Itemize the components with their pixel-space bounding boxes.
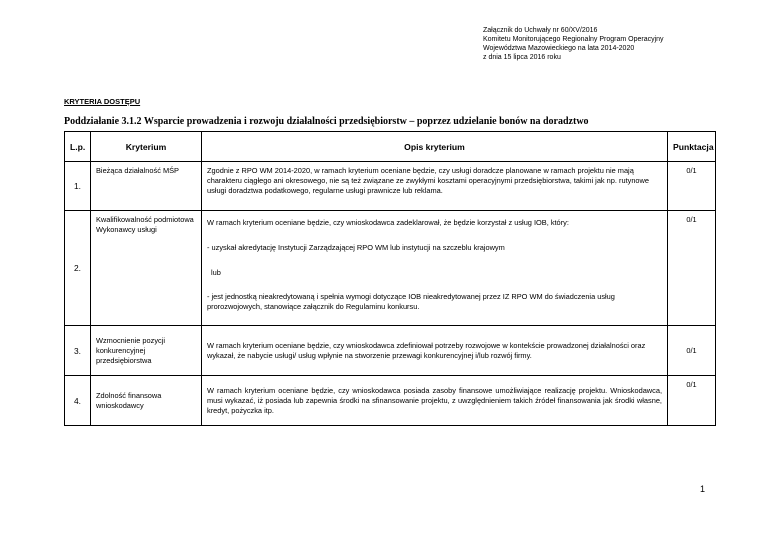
criterion-score: 0/1	[668, 376, 716, 426]
description-paragraph: - jest jednostką nieakredytowaną i spełnia wymogi dotyczące IOB nieakredytowanej przez IZ RPO WM do świadczenia usług prorozwojowych, stanowiące załącznik do Regulaminu konkursu.	[207, 292, 615, 311]
table-row	[65, 326, 716, 376]
header-description: Opis kryterium	[202, 132, 668, 162]
table-row	[65, 211, 716, 326]
table-row	[65, 376, 716, 426]
row-number: 4.	[65, 376, 91, 426]
resolution-note-line: Załącznik do Uchwały nr 60/XV/2016	[483, 27, 598, 34]
criterion-description: W ramach kryterium oceniane będzie, czy wnioskodawca posiada zasoby finansowe umożliwiające realizację projektu. Wnioskodawca, musi wykazać, iż posiada lub zapewnia środki na sfinansowanie projektu, z uwzględnieniem takich źródeł finansowania jak środki własne, kredyt, pożyczka itp.	[202, 376, 668, 426]
section-label: KRYTERIA DOSTĘPU	[64, 97, 141, 106]
criterion-description	[202, 211, 668, 326]
resolution-note-line: Komitetu Monitorującego Regionalny Program Operacyjny	[483, 36, 664, 43]
resolution-note-line: Województwa Mazowieckiego na lata 2014-2020	[483, 45, 635, 52]
description-paragraph: - uzyskał akredytację Instytucji Zarządzającej RPO WM lub instytucji na szczeblu krajowym	[207, 243, 505, 252]
header-lp: L.p.	[65, 132, 91, 162]
criterion-description: Zgodnie z RPO WM 2014-2020, w ramach kryterium oceniane będzie, czy usługi doradcze planowane w ramach projektu nie mają charakteru ciągłego ani okresowego, nie są też związane ze zwykłymi kosztami operacyjnymi przedsiębiorstwa, takimi jak np. rutynowe usługi doradztwa podatkowego, regularne usługi prawnicze lub reklama.	[202, 162, 668, 211]
criterion-name: Kwalifikowalność podmiotowa Wykonawcy usługi	[91, 211, 202, 326]
criterion-score: 0/1	[668, 326, 716, 376]
criterion-score: 0/1	[668, 162, 716, 211]
row-number: 1.	[65, 162, 91, 211]
table-row	[65, 162, 716, 211]
resolution-note	[483, 26, 664, 62]
criterion-score: 0/1	[668, 211, 716, 326]
criterion-description: W ramach kryterium oceniane będzie, czy wnioskodawca zdefiniował potrzeby rozwojowe w kontekście prowadzonej działalności oraz wykazał, że nabycie usługi/ usług wpłynie na stworzenie przewagi konkurencyjnej i/lub rozwój firmy.	[202, 326, 668, 376]
criterion-name: Bieżąca działalność MŚP	[91, 162, 202, 211]
header-criterion: Kryterium	[91, 132, 202, 162]
resolution-note-line: z dnia 15 lipca 2016 roku	[483, 54, 561, 61]
row-number: 3.	[65, 326, 91, 376]
page-number: 1	[700, 484, 706, 494]
criteria-table	[64, 131, 716, 426]
criterion-name: Wzmocnienie pozycji konkurencyjnej przedsiębiorstwa	[91, 326, 202, 376]
description-paragraph: lub	[211, 268, 221, 277]
row-number: 2.	[65, 211, 91, 326]
header-score: Punktacja	[668, 132, 716, 162]
description-paragraph: W ramach kryterium oceniane będzie, czy wnioskodawca zadeklarował, że będzie korzystał z usług IOB, który:	[207, 218, 569, 227]
criterion-name: Zdolność finansowa wnioskodawcy	[91, 376, 202, 426]
document-subtitle: Poddziałanie 3.1.2 Wsparcie prowadzenia i rozwoju działalności przedsiębiorstw – poprzez udzielanie bonów na doradztwo	[64, 116, 589, 127]
table-header-row	[65, 132, 716, 162]
